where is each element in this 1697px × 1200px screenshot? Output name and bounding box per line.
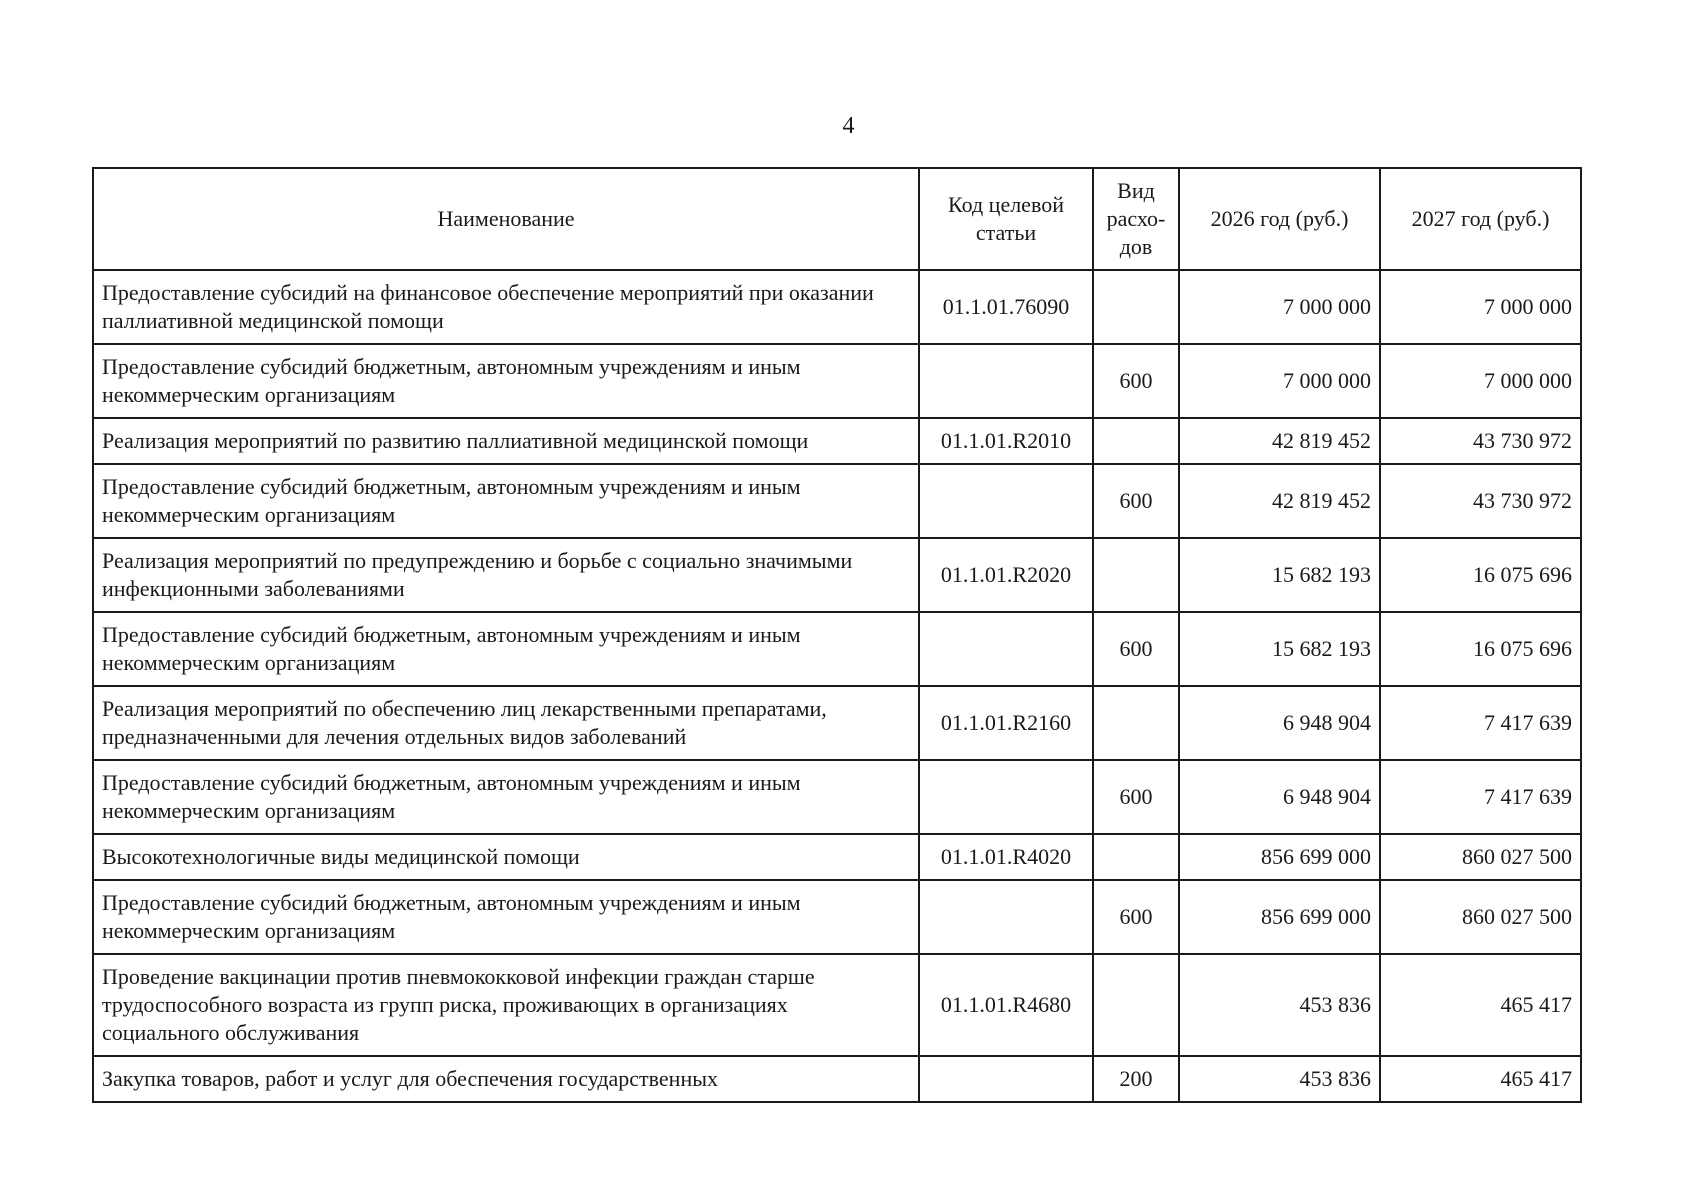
row-2026: 453 836 <box>1179 954 1380 1056</box>
header-name: Наименование <box>93 168 919 270</box>
row-code <box>919 1056 1093 1102</box>
row-2026: 856 699 000 <box>1179 880 1380 954</box>
table-row <box>93 760 1581 834</box>
row-code <box>919 464 1093 538</box>
row-code <box>919 344 1093 418</box>
row-2026: 6 948 904 <box>1179 760 1380 834</box>
row-name: Предоставление субсидий бюджетным, автономным учреждениям и иным некоммерческим организациям <box>93 344 919 418</box>
row-code: 01.1.01.R4020 <box>919 834 1093 880</box>
row-expense-type <box>1093 538 1179 612</box>
row-expense-type <box>1093 686 1179 760</box>
budget-table <box>92 167 1582 1103</box>
row-expense-type: 600 <box>1093 612 1179 686</box>
table-row <box>93 686 1581 760</box>
table-row <box>93 464 1581 538</box>
row-2027: 16 075 696 <box>1380 538 1581 612</box>
row-2027: 7 000 000 <box>1380 344 1581 418</box>
row-name: Реализация мероприятий по предупреждению и борьбе с социально значимыми инфекционными заболеваниями <box>93 538 919 612</box>
row-2027: 465 417 <box>1380 1056 1581 1102</box>
table-row <box>93 270 1581 344</box>
row-code: 01.1.01.R2020 <box>919 538 1093 612</box>
row-name: Реализация мероприятий по развитию паллиативной медицинской помощи <box>93 418 919 464</box>
table-row <box>93 538 1581 612</box>
row-expense-type: 600 <box>1093 760 1179 834</box>
row-2026: 856 699 000 <box>1179 834 1380 880</box>
table-row <box>93 880 1581 954</box>
row-code <box>919 880 1093 954</box>
row-2027: 7 000 000 <box>1380 270 1581 344</box>
table-row <box>93 834 1581 880</box>
row-name: Предоставление субсидий бюджетным, автономным учреждениям и иным некоммерческим организациям <box>93 880 919 954</box>
header-code: Код целевой статьи <box>919 168 1093 270</box>
row-2027: 860 027 500 <box>1380 834 1581 880</box>
row-code: 01.1.01.76090 <box>919 270 1093 344</box>
row-name: Предоставление субсидий бюджетным, автономным учреждениям и иным некоммерческим организациям <box>93 760 919 834</box>
table-row <box>93 612 1581 686</box>
row-2026: 7 000 000 <box>1179 344 1380 418</box>
row-2027: 16 075 696 <box>1380 612 1581 686</box>
row-expense-type: 600 <box>1093 880 1179 954</box>
row-2026: 15 682 193 <box>1179 538 1380 612</box>
row-name: Предоставление субсидий бюджетным, автономным учреждениям и иным некоммерческим организациям <box>93 464 919 538</box>
table-row <box>93 1056 1581 1102</box>
row-code <box>919 760 1093 834</box>
row-2027: 7 417 639 <box>1380 686 1581 760</box>
row-code: 01.1.01.R4680 <box>919 954 1093 1056</box>
row-2027: 860 027 500 <box>1380 880 1581 954</box>
row-expense-type <box>1093 418 1179 464</box>
row-name: Предоставление субсидий бюджетным, автономным учреждениям и иным некоммерческим организациям <box>93 612 919 686</box>
row-2026: 15 682 193 <box>1179 612 1380 686</box>
row-expense-type <box>1093 270 1179 344</box>
row-expense-type <box>1093 834 1179 880</box>
header-year-2027: 2027 год (руб.) <box>1380 168 1581 270</box>
row-2026: 42 819 452 <box>1179 418 1380 464</box>
row-2026: 453 836 <box>1179 1056 1380 1102</box>
row-code: 01.1.01.R2010 <box>919 418 1093 464</box>
row-name: Реализация мероприятий по обеспечению лиц лекарственными препаратами, предназначенными для лечения отдельных видов заболеваний <box>93 686 919 760</box>
row-2027: 43 730 972 <box>1380 418 1581 464</box>
header-row <box>93 168 1581 270</box>
row-2026: 7 000 000 <box>1179 270 1380 344</box>
row-expense-type: 600 <box>1093 344 1179 418</box>
header-expense-type: Вид расхо-дов <box>1093 168 1179 270</box>
row-2027: 43 730 972 <box>1380 464 1581 538</box>
row-code <box>919 612 1093 686</box>
header-year-2026: 2026 год (руб.) <box>1179 168 1380 270</box>
page-number: 4 <box>842 113 855 139</box>
row-expense-type <box>1093 954 1179 1056</box>
table-row <box>93 344 1581 418</box>
row-name: Высокотехнологичные виды медицинской помощи <box>93 834 919 880</box>
row-code: 01.1.01.R2160 <box>919 686 1093 760</box>
table-row <box>93 418 1581 464</box>
row-name: Закупка товаров, работ и услуг для обеспечения государственных <box>93 1056 919 1102</box>
table-row <box>93 954 1581 1056</box>
row-name: Проведение вакцинации против пневмококковой инфекции граждан старше трудоспособного возраста из групп риска, проживающих в организациях социального обслуживания <box>93 954 919 1056</box>
row-2026: 42 819 452 <box>1179 464 1380 538</box>
row-expense-type: 200 <box>1093 1056 1179 1102</box>
row-2027: 7 417 639 <box>1380 760 1581 834</box>
row-2026: 6 948 904 <box>1179 686 1380 760</box>
row-name: Предоставление субсидий на финансовое обеспечение мероприятий при оказании паллиативной медицинской помощи <box>93 270 919 344</box>
row-2027: 465 417 <box>1380 954 1581 1056</box>
row-expense-type: 600 <box>1093 464 1179 538</box>
